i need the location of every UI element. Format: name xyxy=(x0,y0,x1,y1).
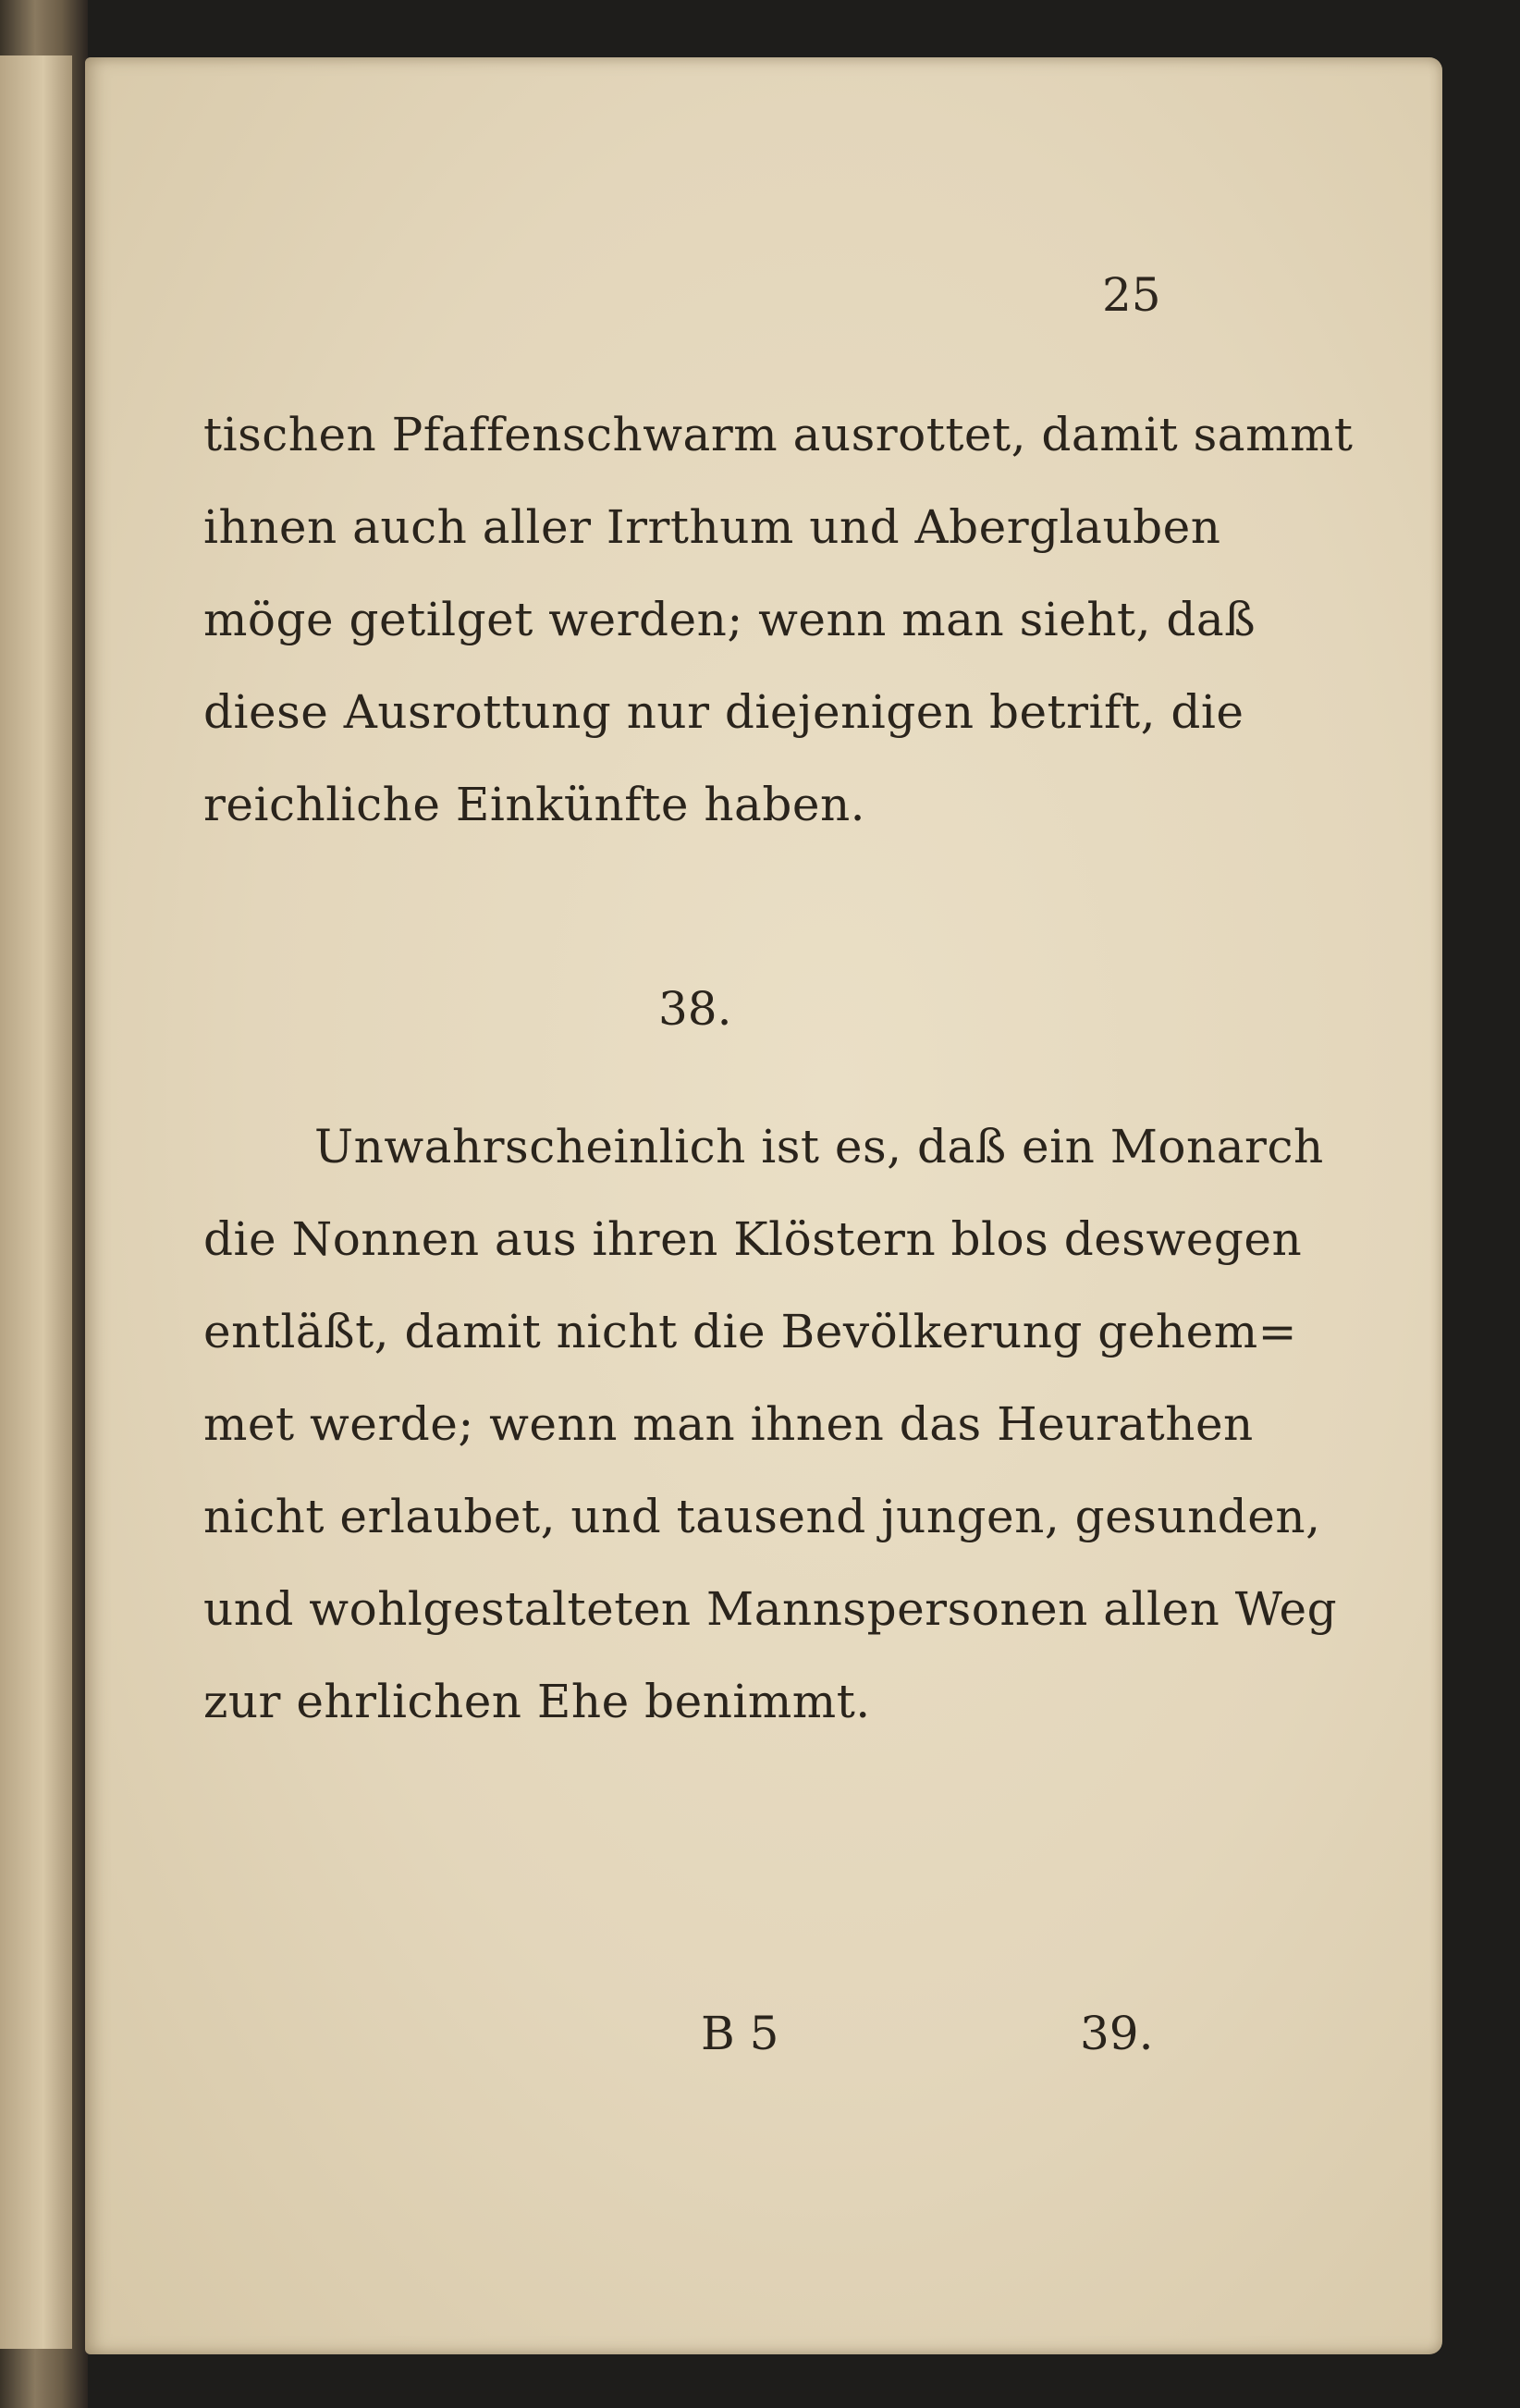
text-line: die Nonnen aus ihren Klöstern blos deswegen xyxy=(203,1212,1303,1266)
paragraph-continued xyxy=(203,388,1354,851)
text-line: diese Ausrottung nur diejenigen betrift, die xyxy=(203,685,1244,739)
text-line: ihnen auch aller Irrthum und Aberglauben xyxy=(203,500,1221,554)
catchword: 39. xyxy=(1080,2007,1154,2060)
text-line: und wohlgestalteten Mannspersonen allen Weg xyxy=(203,1582,1338,1636)
text-line: tischen Pfaffenschwarm ausrottet, damit sammt xyxy=(203,408,1354,461)
text-line: met werde; wenn man ihnen das Heurathen xyxy=(203,1397,1254,1451)
text-line: reichliche Einkünfte haben. xyxy=(203,778,866,831)
page-number: 25 xyxy=(1102,268,1161,322)
text-line: zur ehrlichen Ehe benimmt. xyxy=(203,1675,871,1728)
signature-mark: B 5 xyxy=(701,2007,779,2060)
paragraph-section-38 xyxy=(203,1100,1338,1748)
facing-page-edge xyxy=(0,55,72,2349)
text-line: nicht erlaubet, und tausend jungen, gesunden, xyxy=(203,1490,1321,1543)
section-number: 38. xyxy=(658,982,732,1036)
text-line: Unwahrscheinlich ist es, daß ein Monarch xyxy=(314,1120,1324,1173)
text-line: entläßt, damit nicht die Bevölkerung gehem= xyxy=(203,1305,1297,1358)
text-line: möge getilget werden; wenn man sieht, daß xyxy=(203,593,1256,646)
